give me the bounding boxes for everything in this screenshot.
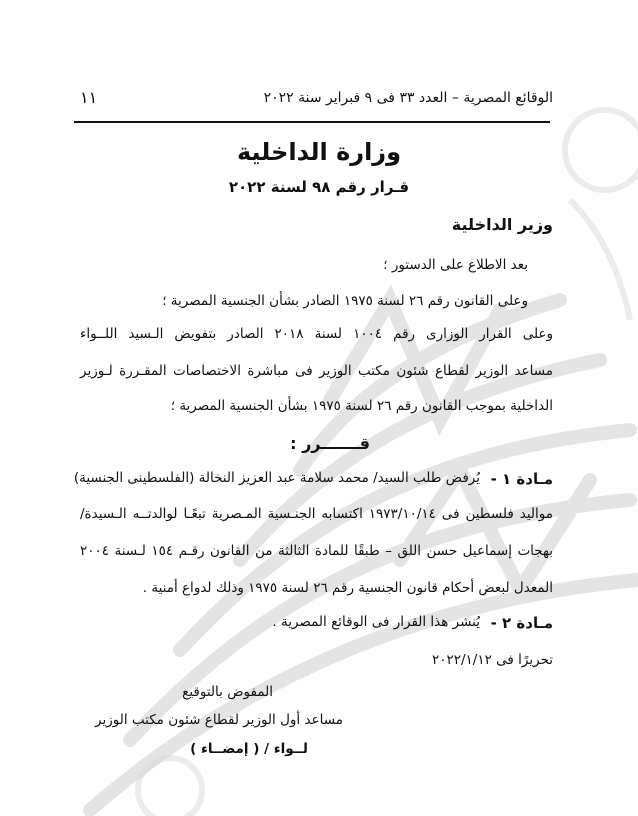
preamble-line-4: مساعد الوزير لقطاع شئون مكتب الوزير فى مباشرة الاختصاصات المقـررة لـوزير	[80, 363, 553, 379]
preamble-line-2: وعلى القانون رقم ٢٦ لسنة ١٩٧٥ الصادر بشأن الجنسية المصرية ؛	[162, 293, 528, 309]
article-1-line-1: يُرفض طلب السيد/ محمد سلامة عبد العزيز النخالة (الفلسطينى الجنسية)	[73, 470, 480, 486]
decides-heading: قـــــــرر :	[290, 434, 370, 453]
signature-rank: لــواء / ( إمضــاء )	[190, 741, 308, 757]
article-1-line-4: المعدل لبعض أحكام قانون الجنسية رقم ٢٦ لسنة ١٩٧٥ وذلك لدواع أمنية .	[142, 580, 553, 596]
preamble-line-3: وعلى القرار الوزارى رقم ١٠٠٤ لسنة ٢٠١٨ الصادر بتفويض الـسيد اللــواء	[80, 326, 553, 342]
issue-date: تحريرًا فى ٢٠٢٢/١/١٢	[431, 652, 553, 668]
article-2-text: يُنشر هذا القرار فى الوقائع المصرية .	[272, 614, 480, 630]
article-1-line-2: مواليد فلسطين فى ١٩٧٣/١٠/١٤ اكتسابه الجنـسية المـصرية تبعًـا لوالدتــه الـسيدة/	[80, 506, 554, 522]
signature-title: مساعد أول الوزير لقطاع شئون مكتب الوزير	[95, 712, 343, 728]
ministry-title: وزارة الداخلية	[236, 138, 402, 166]
signature-authorized: المفوض بالتوقيع	[182, 684, 273, 700]
gazette-issue-line: الوقائع المصرية – العدد ٣٣ فى ٩ فبراير سنة ٢٠٢٢	[263, 90, 553, 106]
article-1-line-3: بهجات إسماعيل حسن اللق – طبقًا للمادة الثالثة من القانون رقـم ١٥٤ لـسنة ٢٠٠٤	[80, 543, 553, 559]
preamble-line-5: الداخلية بموجب القانون رقم ٢٦ لسنة ١٩٧٥ بشأن الجنسية المصرية ؛	[170, 398, 553, 414]
minister-label: وزير الداخلية	[451, 215, 553, 234]
article-1-label: مـادة ١ -	[490, 470, 553, 488]
header-divider	[74, 121, 550, 123]
preamble-line-1: بعد الاطلاع على الدستور ؛	[383, 257, 528, 273]
article-2-label: مـادة ٢ -	[490, 614, 553, 632]
decree-title: قـرار رقم ٩٨ لسنة ٢٠٢٢	[228, 178, 410, 196]
page-number: ١١	[80, 88, 98, 107]
